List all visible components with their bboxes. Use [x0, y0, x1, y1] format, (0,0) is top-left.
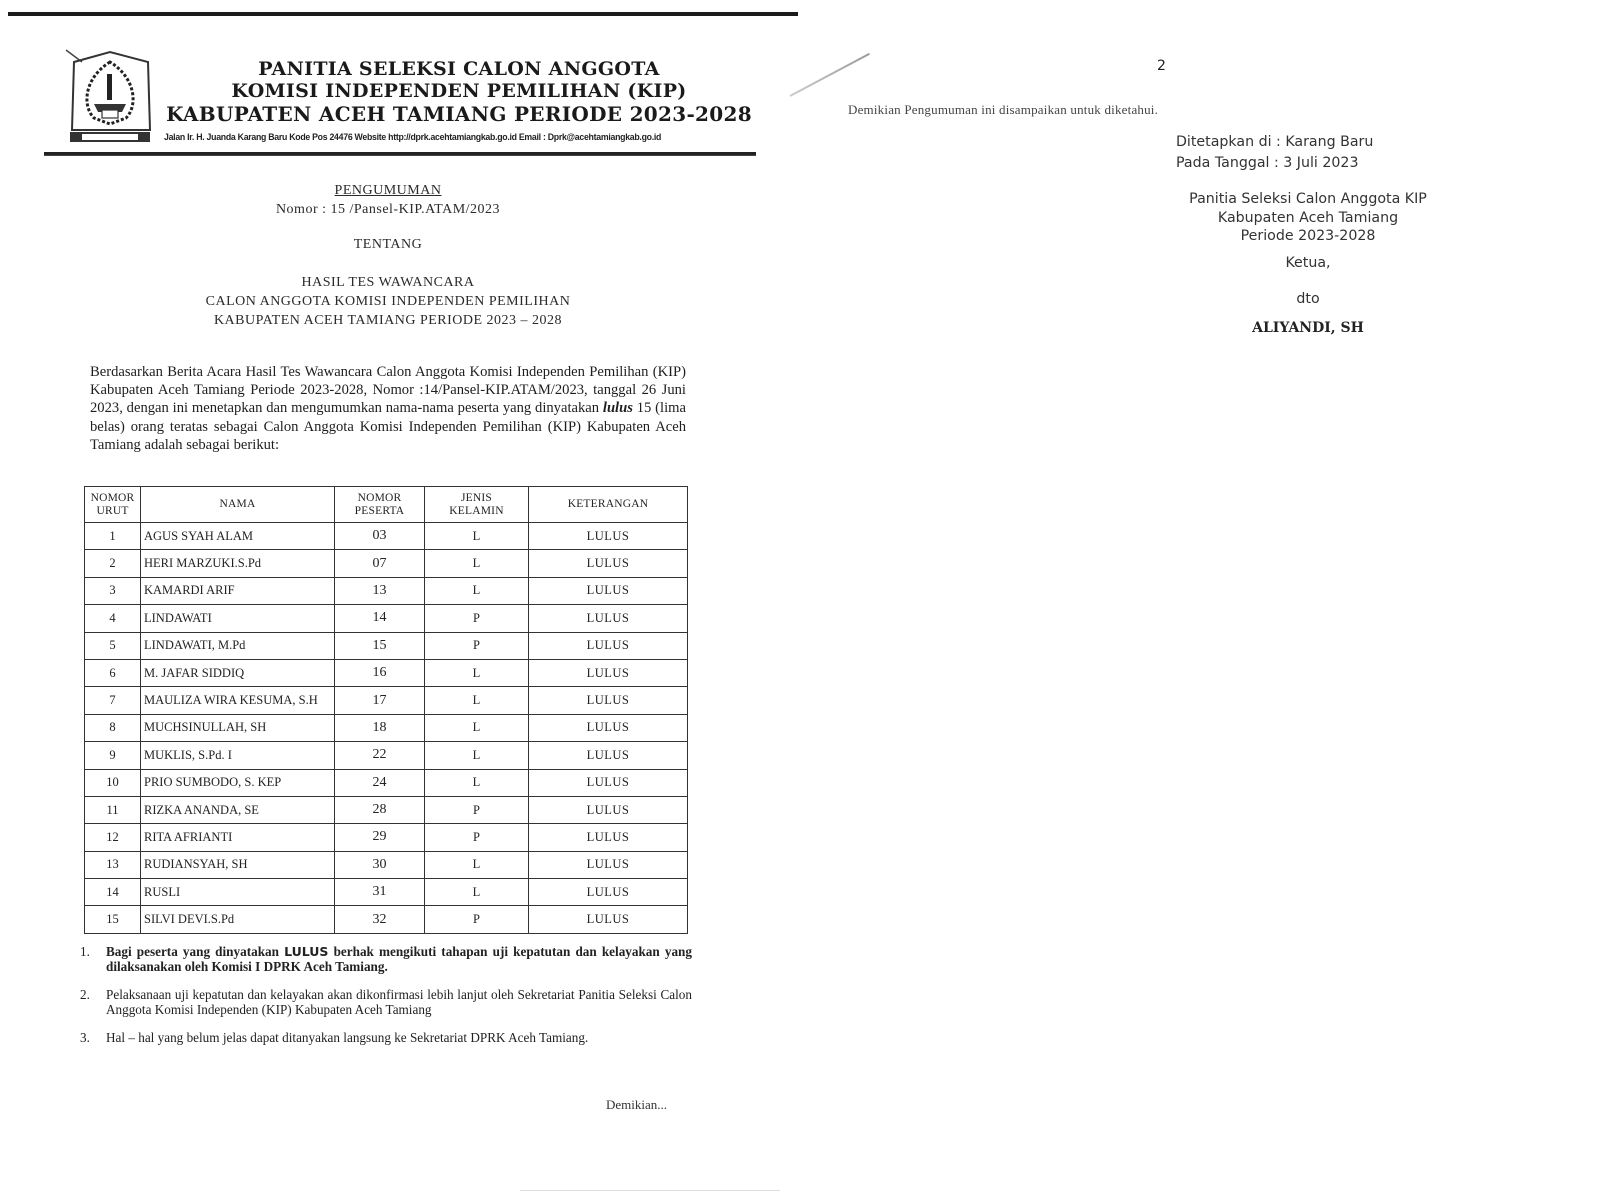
signature-block — [1176, 132, 1440, 337]
org-line-2: Kabupaten Aceh Tamiang — [1217, 209, 1399, 226]
body-emphasis: lulus — [602, 400, 633, 417]
table-row: 4 LINDAWATI 14 P LULUS — [85, 605, 688, 632]
announcement-about: TENTANG — [353, 237, 423, 252]
header-nomor-urut: NOMOR URUT — [85, 487, 141, 523]
subject-line-3: KABUPATEN ACEH TAMIANG PERIODE 2023 – 2028 — [213, 313, 563, 328]
signatory-name: ALIYANDI, SH — [1252, 319, 1364, 336]
results-table — [84, 486, 688, 934]
table-row: 7 MAULIZA WIRA KESUMA, S.H 17 L LULUS — [85, 687, 688, 714]
table-row: 1 AGUS SYAH ALAM 03 L LULUS — [85, 523, 688, 550]
letterhead-title — [164, 58, 754, 126]
table-row: 8 MUCHSINULLAH, SH 18 L LULUS — [85, 714, 688, 741]
signature-mark: dto — [1296, 291, 1320, 307]
letterhead-divider — [44, 152, 756, 156]
note-item — [80, 1030, 692, 1045]
org-line-3: Periode 2023-2028 — [1240, 228, 1376, 244]
table-row: 5 LINDAWATI, M.Pd 15 P LULUS — [85, 632, 688, 659]
note-number: 2. — [80, 987, 90, 1002]
subject-line-2: CALON ANGGOTA KOMISI INDEPENDEN PEMILIHAN — [205, 294, 571, 309]
header-nama: NAMA — [141, 487, 335, 523]
note-item — [80, 944, 692, 974]
table-row: 2 HERI MARZUKI.S.Pd 07 L LULUS — [85, 550, 688, 577]
notes-list — [80, 944, 692, 1058]
pen-stroke-mark — [790, 53, 870, 97]
letterhead-line-2: KOMISI INDEPENDEN PEMILIHAN (KIP) — [231, 80, 687, 102]
letterhead-address: Jalan Ir. H. Juanda Karang Baru Kode Pos 24476 Website http://dprk.acehtamiangkab.go.id Email : Dprk@acehtamiangkab.go.id — [164, 132, 662, 143]
announcement-title: PENGUMUMAN — [334, 183, 442, 198]
body-paragraph — [90, 363, 686, 454]
table-row: 9 MUKLIS, S.Pd. I 22 L LULUS — [85, 742, 688, 769]
note-item — [80, 987, 692, 1017]
table-row: 10 PRIO SUMBODO, S. KEP 24 L LULUS — [85, 769, 688, 796]
header-nomor-peserta: NOMOR PESERTA — [335, 487, 425, 523]
table-row: 13 RUDIANSYAH, SH 30 L LULUS — [85, 851, 688, 878]
subject-line-1: HASIL TES WAWANCARA — [301, 275, 475, 290]
note-text: Pelaksanaan uji kepatutan dan kelayakan akan dikonfirmasi lebih lanjut oleh Sekretariat Panitia Seleksi Calon Anggota Komisi Independen (KIP) Kabupaten Aceh Tamiang — [106, 987, 692, 1017]
table-row: 15 SILVI DEVI.S.Pd 32 P LULUS — [85, 906, 688, 933]
announcement-subject — [90, 273, 686, 330]
note-text: Hal – hal yang belum jelas dapat ditanyakan langsung ke Sekretariat DPRK Aceh Tamiang. — [106, 1030, 589, 1045]
letterhead — [44, 44, 756, 160]
issued-date: Pada Tanggal : 3 Juli 2023 — [1176, 155, 1359, 171]
note-text: Bagi peserta yang dinyatakan LULUS berhak mengikuti tahapan uji kepatutan dan kelayakan yang dilaksanakan oleh Komisi I DPRK Aceh Tamiang. — [106, 944, 692, 974]
closing-sentence: Demikian Pengumuman ini disampaikan untuk diketahui. — [848, 102, 1159, 117]
header-keterangan: KETERANGAN — [529, 487, 688, 523]
table-row: 12 RITA AFRIANTI 29 P LULUS — [85, 824, 688, 851]
continued-marker: Demikian... — [606, 1097, 668, 1112]
page-number: 2 — [1157, 58, 1166, 74]
table-row: 3 KAMARDI ARIF 13 L LULUS — [85, 577, 688, 604]
note-number: 1. — [80, 944, 90, 959]
announcement-number: Nomor : 15 /Pansel-KIP.ATAM/2023 — [275, 202, 501, 217]
letterhead-line-3: KABUPATEN ACEH TAMIANG PERIODE 2023-2028 — [166, 102, 752, 126]
signatory-position: Ketua, — [1285, 254, 1331, 271]
table-header-row — [85, 487, 688, 523]
letterhead-line-1: PANITIA SELEKSI CALON ANGGOTA — [258, 58, 660, 80]
body-text-part-2: 15 (lima belas) orang teratas sebagai Calon Anggota Komisi Independen Pemilihan (KIP) Kabupaten Aceh Tamiang adalah sebagai berikut: — [90, 400, 686, 453]
regency-crest-icon — [64, 48, 156, 144]
issuing-organization — [1176, 190, 1440, 246]
header-jenis-kelamin: JENIS KELAMIN — [425, 487, 529, 523]
table-row: 6 M. JAFAR SIDDIQ 16 L LULUS — [85, 659, 688, 686]
bottom-edge-line — [520, 1190, 780, 1191]
body-text-part-1: Berdasarkan Berita Acara Hasil Tes Wawancara Calon Anggota Komisi Independen Pemilihan (KIP) Kabupaten Aceh Tamiang Periode 2023-2028, Nomor :14/Pansel-KIP.ATAM/2023, tanggal 26 Juni 2023, dengan ini menetapkan dan mengumumkan nama-nama peserta yang dinyatakan — [90, 364, 686, 417]
org-line-1: Panitia Seleksi Calon Anggota KIP — [1189, 191, 1427, 207]
note-number: 3. — [80, 1030, 90, 1045]
table-row: 14 RUSLI 31 L LULUS — [85, 879, 688, 906]
issued-place: Ditetapkan di : Karang Baru — [1176, 134, 1374, 150]
table-row: 11 RIZKA ANANDA, SE 28 P LULUS — [85, 796, 688, 823]
